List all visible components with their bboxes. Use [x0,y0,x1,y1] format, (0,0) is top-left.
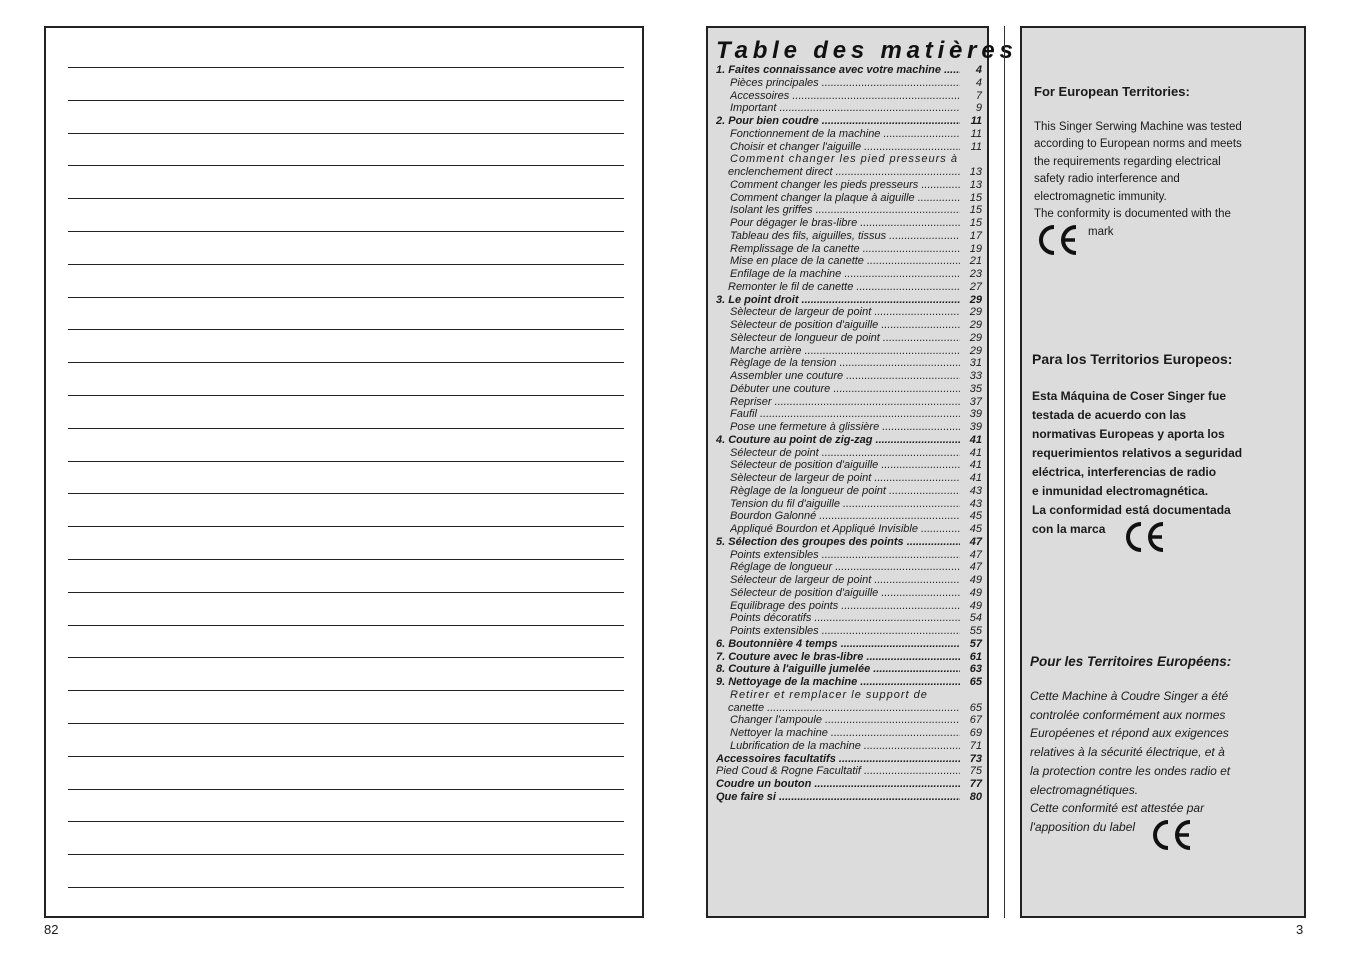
ruled-line [68,100,624,101]
ce-mark-icon [1121,520,1167,554]
toc-entry-page: 29 [969,344,982,357]
toc-entry-label: canette ..... [728,702,960,715]
toc-entry[interactable] [716,600,982,613]
right-page-number: 3 [1296,922,1304,937]
english-mark-label: mark [1088,226,1114,239]
toc-entry-label: Nettoyer la machine ..... [730,727,960,740]
toc-entry-page: 33 [969,370,982,382]
toc-entry-page: 23 [969,268,982,280]
english-line: according to European norms and meets [1034,138,1242,151]
toc-entry-page: 49 [969,599,982,612]
ruled-line [68,821,624,822]
ruled-line [68,625,624,626]
toc-entry-label: Isolant les griffes ..... [730,204,960,217]
toc-entry-page: 43 [969,484,982,497]
french-heading: Pour les Territoires Européens: [1030,654,1232,669]
toc-entry-label: Lubrification de la machine ..... [730,740,960,753]
toc-entry[interactable] [716,90,982,103]
toc-entry-label: Remplissage de la canette ..... [730,243,960,256]
toc-entry[interactable] [716,714,982,727]
toc-entry-label: Faufil ..... [730,408,960,421]
toc-entry-label: Pose une fermeture à glissière ..... [730,421,960,434]
toc-entry-label: Remonter le fil de canette ..... [728,281,960,294]
toc-entry-page: 45 [969,523,982,535]
toc-entry[interactable] [716,102,982,115]
toc-entry-label: Comment changer la plaque à aiguille ..... [730,192,960,205]
toc-entry[interactable] [716,472,982,485]
toc-entry[interactable] [716,459,982,472]
ruled-line [68,854,624,855]
french-line: Cette conformité est attestée par [1030,801,1205,816]
toc-entry-page: 41 [969,459,982,472]
toc-entry-label: 5. Sélection des groupes des points ..... [716,536,960,549]
toc-entry[interactable] [716,166,982,179]
toc-entry[interactable] [716,179,982,192]
toc-entry[interactable] [716,268,982,281]
toc-entry[interactable] [716,357,982,370]
toc-entry[interactable] [716,549,982,562]
toc-entry-label: Pièces principales ..... [730,77,960,90]
toc-entry-page: 15 [969,191,982,204]
toc-entry-page: 57 [969,637,982,650]
toc-entry-label: Sèlecteur de position d'aiguille ..... [730,319,960,332]
toc-entry-page: 71 [969,739,982,752]
conformity-panel [1020,26,1306,918]
toc-entry-label: Accessoires ..... [730,90,960,103]
toc-entry-label: Mise en place de la canette ..... [730,255,960,268]
toc-entry-label: 4. Couture au point de zig-zag ..... [716,434,960,447]
spanish-line: eléctrica, interferencias de radio [1032,465,1217,479]
toc-entry-page: 49 [969,586,982,599]
toc-entry[interactable] [716,64,982,77]
ruled-line [68,264,624,265]
toc-entry[interactable] [716,663,982,676]
toc-entry[interactable] [716,77,982,90]
toc-entry-label: enclenchement direct ..... [728,166,960,179]
toc-entry[interactable] [716,625,982,638]
toc-entry-label: Points extensibles ..... [730,625,960,638]
toc-entry[interactable] [716,447,982,460]
toc-entry-label: Important ..... [730,102,960,115]
toc-entry-label: Enfilage de la machine ..... [730,268,960,281]
toc-entry-page: 67 [969,714,982,727]
toc-entry-label: Repriser ..... [730,396,960,409]
toc-entry[interactable] [716,192,982,205]
toc-entry-label: Choisir et changer l'aiguille ..... [730,141,960,154]
toc-entry-label: Retirer et remplacer le support de [730,688,928,701]
toc-entry-page: 15 [969,204,982,217]
toc-entry[interactable] [716,421,982,434]
toc-entry-label: Tension du fil d'aiguille ..... [730,498,960,511]
toc-entry-label: Pied Coud & Rogne Facultatif ..... [716,765,960,778]
spanish-line: con la marca [1032,522,1106,536]
ruled-line [68,559,624,560]
toc-entry-page: 39 [969,421,982,433]
toc-entry[interactable] [716,689,982,702]
toc-entry[interactable] [716,727,982,740]
toc-entry[interactable] [716,740,982,753]
toc-entry[interactable] [716,204,982,217]
toc-entry[interactable] [716,791,982,804]
toc-entry-label: Comment changer les pied presseurs à [730,153,958,166]
french-section [1030,654,1292,852]
toc-entry-page: 47 [969,561,982,574]
english-line: the requirements regarding electrical [1034,155,1221,168]
ruled-line [68,461,624,462]
toc-entry-label: 9. Nettoyage de la machine ..... [716,676,960,689]
ruled-line [68,493,624,494]
toc-entry-page: 55 [969,625,982,637]
spanish-line: testada de acuerdo con las [1032,408,1187,422]
toc-entry-label: 2. Pour bien coudre ..... [716,115,960,128]
toc-entry[interactable] [716,676,982,689]
toc-entry-label: Règlage de la tension ..... [730,357,960,370]
ruled-line [68,887,624,888]
ruled-line [68,329,624,330]
toc-entry-page: 27 [969,280,982,293]
toc-entry-page: 9 [975,102,982,115]
spanish-line: La conformidad está documentada [1032,503,1231,517]
toc-entry-page: 19 [969,242,982,255]
toc-entry[interactable] [716,702,982,715]
toc-entry-label: Tableau des fils, aiguilles, tissus ..... [730,230,960,243]
toc-entry-page: 61 [969,650,982,663]
toc-entry-page: 29 [969,319,982,331]
toc-entry-page: 29 [969,293,982,306]
toc-entry-label: Appliqué Bourdon et Appliqué Invisible ..... [730,523,960,536]
toc-entry-page: 41 [969,472,982,484]
toc-entry-page: 63 [969,663,982,676]
toc-entry-label: 7. Couture avec le bras-libre ..... [716,651,960,664]
spanish-line: normativas Europeas y aporta los [1032,427,1225,441]
toc-entry-page: 43 [969,497,982,510]
toc-entry[interactable] [716,561,982,574]
english-line: electromagnetic immunity. [1034,190,1167,203]
ruled-line [68,428,624,429]
left-page-number: 82 [44,922,59,937]
toc-entry-page: 77 [969,778,982,790]
toc-entry[interactable] [716,306,982,319]
toc-entry-page: 54 [969,612,982,625]
french-line: relatives à la sécurité électrique, et à [1030,745,1225,760]
toc-entry[interactable] [716,523,982,536]
toc-entry-page: 11 [970,115,982,127]
toc-entry[interactable] [716,128,982,141]
notes-page [44,26,644,918]
toc-entry-page: 37 [969,395,982,408]
english-section [1034,84,1296,257]
ruled-line [68,231,624,232]
toc-entry-label: Que faire si ..... [716,791,960,804]
page-divider [1004,26,1005,918]
toc-entry[interactable] [716,510,982,523]
toc-panel [706,26,1018,918]
english-mark-row [1034,223,1296,257]
ruled-line [68,690,624,691]
toc-entry-label: Règlage de la longueur de point ..... [730,485,960,498]
toc-entry-label: Sélecteur de position d'aiguille ..... [730,587,960,600]
toc-entry-label: Marche arrière ..... [730,345,960,358]
spanish-heading: Para los Territorios Europeos: [1032,351,1233,367]
toc-entry[interactable] [716,141,982,154]
toc-entry[interactable] [716,434,982,447]
ruled-line [68,657,624,658]
toc-entry-page: 45 [969,510,982,523]
toc-entry[interactable] [716,408,982,421]
ruled-line [68,395,624,396]
ruled-line [68,67,624,68]
toc-entry-label: Fonctionnement de la machine ..... [730,128,960,141]
toc-entry-page: 35 [969,382,982,395]
toc-entry[interactable] [716,230,982,243]
toc-entry-page: 49 [969,574,982,586]
toc-entry-page: 4 [975,76,982,89]
ce-mark-icon [1034,223,1080,257]
toc-entry-label: Sèlecteur de largeur de point ..... [730,472,960,485]
toc-entry-label: Accessoires facultatifs ..... [716,753,960,766]
spanish-line: Esta Máquina de Coser Singer fue [1032,389,1227,403]
french-line: electromagnétiques. [1030,782,1139,797]
toc-entry-page: 13 [969,178,982,191]
toc-entry-page: 13 [969,166,982,178]
toc-entry-page: 29 [969,306,982,319]
toc-entry-page: 80 [969,790,982,803]
toc-entry[interactable] [716,651,982,664]
toc-entry-page: 41 [969,446,982,459]
toc-entry-label: Sèlecteur de largeur de point ..... [730,306,960,319]
toc-entry-page: 39 [969,408,982,421]
toc-entry-page: 31 [969,357,982,370]
ruled-line [68,789,624,790]
ruled-line [68,756,624,757]
ruled-line [68,723,624,724]
toc-entry-page: 11 [970,127,982,140]
toc-list [716,64,982,804]
toc-entry[interactable] [716,396,982,409]
spanish-section [1032,351,1294,554]
toc-entry[interactable] [716,485,982,498]
toc-entry-label: Changer l'ampoule ..... [730,714,960,727]
ruled-line [68,526,624,527]
toc-entry-label: Sélecteur de point ..... [730,447,960,460]
toc-entry-page: 65 [969,676,982,688]
toc-entry[interactable] [716,243,982,256]
toc-entry-label: Coudre un bouton ..... [716,778,960,791]
toc-entry-label: 1. Faites connaissance avec votre machine ..... [716,64,960,77]
ce-mark-icon [1148,818,1194,852]
toc-entry-label: Points extensibles ..... [730,549,960,562]
toc-entry-page: 4 [975,64,982,76]
toc-entry[interactable] [716,255,982,268]
toc-entry-page: 29 [969,331,982,344]
spanish-line: requerimientos relativos a seguridad [1032,446,1243,460]
toc-entry-label: Bourdon Galonné ..... [730,510,960,523]
toc-title: Table des matières [716,37,1018,64]
french-line: Européenes et répond aux exigences [1030,726,1229,741]
toc-entry-label: Sélecteur de position d'aiguille ..... [730,459,960,472]
toc-entry-label: Assembler une couture ..... [730,370,960,383]
spanish-mark-row [1032,520,1294,554]
toc-entry[interactable] [716,332,982,345]
toc-entry[interactable] [716,498,982,511]
toc-entry-page: 75 [969,765,982,778]
toc-entry-page: 11 [970,140,982,153]
toc-entry[interactable] [716,638,982,651]
toc-entry[interactable] [716,383,982,396]
toc-entry-label: Sèlecteur de longueur de point ..... [730,332,960,345]
toc-entry[interactable] [716,281,982,294]
toc-entry-label: 8. Couture à l'aiguille jumelée ..... [716,663,960,676]
toc-entry-label: Sélecteur de largeur de point ..... [730,574,960,587]
toc-entry-page: 47 [969,535,982,548]
toc-entry-label: Pour dégager le bras-libre ..... [730,217,960,230]
french-line: la protection contre les ondes radio et [1030,763,1231,778]
toc-entry[interactable] [716,587,982,600]
toc-entry[interactable] [716,294,982,307]
toc-entry[interactable] [716,778,982,791]
toc-entry[interactable] [716,217,982,230]
ruled-line [68,297,624,298]
toc-entry[interactable] [716,153,982,166]
french-line: l'apposition du label [1030,819,1136,834]
toc-entry[interactable] [716,370,982,383]
toc-entry-page: 69 [969,727,982,739]
toc-entry-page: 65 [969,701,982,714]
toc-entry-page: 21 [969,255,982,268]
toc-entry-page: 41 [969,433,982,446]
toc-entry[interactable] [716,115,982,128]
toc-entry-page: 47 [969,548,982,561]
english-line: safety radio interference and [1034,173,1180,186]
toc-entry[interactable] [716,753,982,766]
english-line: This Singer Serwing Machine was tested [1034,121,1242,133]
toc-entry-label: Réglage de longueur ..... [730,561,960,574]
ruled-line [68,198,624,199]
english-heading: For European Territories: [1034,84,1190,99]
ruled-line [68,592,624,593]
toc-entry-label: 6. Boutonnière 4 temps ..... [716,638,960,651]
toc-entry-label: Equilibrage des points ..... [730,600,960,613]
french-mark-row [1030,818,1292,852]
toc-entry[interactable] [716,319,982,332]
toc-entry[interactable] [716,765,982,778]
spanish-line: e inmunidad electromagnética. [1032,484,1209,498]
toc-entry[interactable] [716,345,982,358]
toc-entry-page: 7 [975,89,982,102]
toc-entry[interactable] [716,574,982,587]
toc-entry-page: 73 [969,752,982,765]
toc-entry[interactable] [716,612,982,625]
toc-entry[interactable] [716,536,982,549]
toc-entry-page: 15 [969,217,982,229]
french-line: Cette Machine à Coudre Singer a été [1030,689,1229,703]
french-line: controlée conformément aux normes [1030,707,1226,722]
ruled-line [68,362,624,363]
toc-entry-label: Comment changer les pieds presseurs ..... [730,179,960,192]
ruled-line [68,133,624,134]
ruled-line [68,165,624,166]
toc-entry-label: 3. Le point droit ..... [716,294,960,307]
toc-entry-label: Points décoratifs ..... [730,612,960,625]
toc-entry-page: 17 [969,229,982,242]
toc-entry-label: Débuter une couture ..... [730,383,960,396]
english-line: The conformity is documented with the [1034,208,1231,221]
